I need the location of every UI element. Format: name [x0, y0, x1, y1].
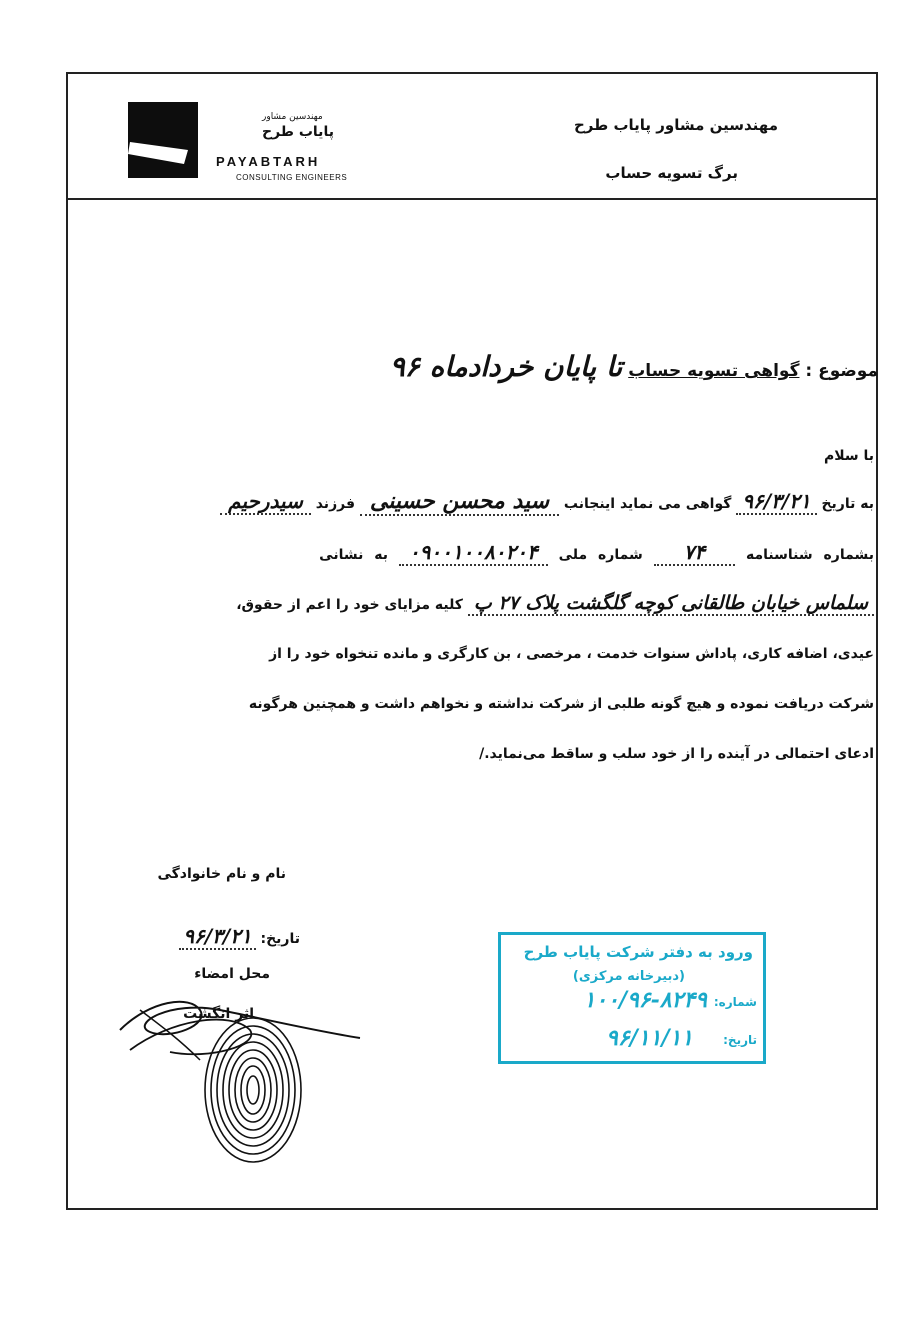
national-id-label: شماره ملی [558, 547, 643, 563]
company-name: مهندسین مشاور پایاب طرح [573, 116, 778, 134]
signature-date-label: تاریخ: [260, 931, 300, 947]
logo-small-text: مهندسین مشاور [262, 112, 323, 122]
fingerprint-icon [198, 1010, 308, 1170]
employee-address: سلماس خیابان طالقانی کوچه گلگشت پلاک ۲۷ پ [468, 592, 874, 616]
id-prefix: بشماره شناسنامه [746, 547, 874, 563]
stamp-line-1: ورود به دفتر شرکت پایاب طرح [523, 943, 753, 961]
letter-line-6: ادعای احتمالی در آینده را از خود سلب و ساقط می‌نماید./ [479, 746, 874, 762]
stamp-line-2: (دبیرخانه مرکزی) [572, 969, 685, 984]
letter-date: ۹۶/۳/۲۱ [736, 489, 816, 515]
letter-line-5: شرکت دریافت نموده و هیچ گونه طلبی از شرکت نداشته و نخواهم داشت و همچنین هرگونه [248, 696, 874, 712]
signature-place-label: محل امضاء [194, 966, 270, 982]
subject-label: موضوع : [805, 361, 878, 381]
subject-handwritten: تا پایان خردادماه ۹۶ [389, 350, 623, 383]
certify-text: گواهی می نماید اینجانب [563, 496, 732, 512]
stamp-date-label: تاریخ: [723, 1033, 757, 1047]
header-divider [66, 198, 878, 200]
father-name: سیدرحیم [220, 489, 311, 515]
form-title: برگ تسویه حساب [605, 164, 738, 182]
stamp-number-label: شماره: [713, 995, 757, 1009]
child-of-label: فرزند [315, 496, 355, 512]
letter-line-3 [236, 592, 874, 616]
greeting: با سلام [823, 448, 874, 464]
fingerprint-label: اثر انگشت [183, 1006, 254, 1022]
subject-printed: گواهی تسویه حساب [628, 361, 800, 381]
signature-date-value: ۹۶/۳/۲۱ [179, 924, 255, 950]
subject-line [390, 350, 878, 383]
national-id-number: ۰۹۰۰۱۰۰۸۰۲۰۴ [399, 540, 548, 566]
logo-stripe-icon [128, 102, 198, 178]
stamp-number-value: ۱۰۰/۹۶-۸۲۴۹ [583, 987, 707, 1013]
address-label: به نشانی [319, 547, 388, 563]
logo-latin-sub: CONSULTING ENGINEERS [236, 173, 348, 182]
signature-date-row [179, 924, 300, 950]
birth-certificate-number: ۷۴ [654, 540, 735, 566]
letter-line-4: عیدی، اضافه کاری، پاداش سنوات خدمت ، مرخصی ، بن کارگری و مانده تنخواه خود را از [269, 646, 874, 662]
logo-latin-name: PAYABTARH [216, 154, 321, 169]
full-name-label: نام و نام خانوادگی [157, 866, 286, 882]
date-prefix: به تاریخ [821, 496, 874, 512]
registry-stamp [498, 932, 766, 1064]
letter-line-2 [319, 540, 874, 566]
employee-name: سید محسن حسینی [360, 488, 559, 516]
benefits-text: کلیه مزایای خود را اعم از حقوق، [236, 597, 463, 613]
logo-farsi-name: پایاب طرح [262, 124, 334, 140]
letter-line-1 [220, 488, 874, 516]
company-logo-mark [128, 102, 198, 178]
stamp-date-value: ۹۶/۱۱/۱۱ [606, 1025, 693, 1051]
